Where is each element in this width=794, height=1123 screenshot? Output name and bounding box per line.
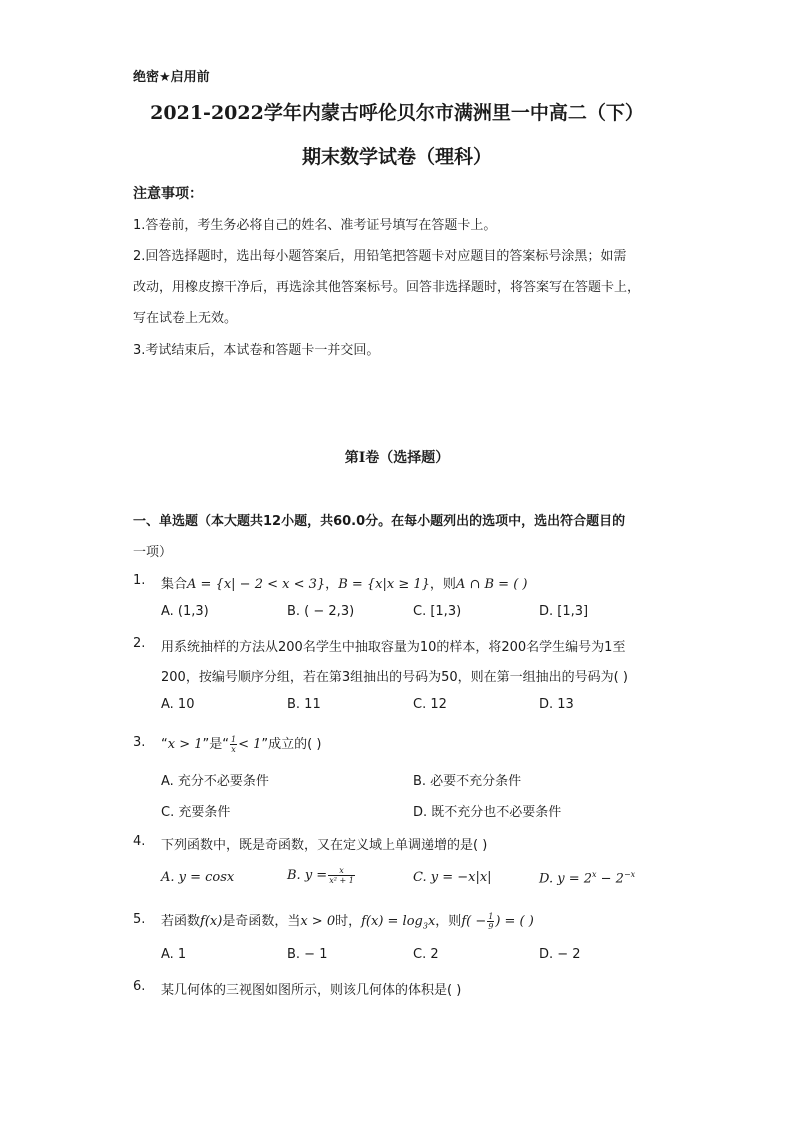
question-1-option-a: A. (1,3) (161, 604, 209, 619)
question-5-option-d: D. − 2 (539, 947, 581, 962)
question-3-option-d: D. 既不充分也不必要条件 (413, 805, 562, 820)
question-3-option-b: B. 必要不充分条件 (413, 774, 522, 789)
question-1-option-b: B. ( − 2,3) (287, 604, 355, 619)
question-4-option-b: B. y = $\frac{x}{\text{x² + 1}}$ (287, 866, 354, 885)
question-1-option-d: D. [1,3] (539, 604, 589, 619)
question-number: 5. (133, 912, 146, 927)
question-4-text: 下列函数中，既是奇函数，又在定义域上单调递增的是( ) (161, 838, 488, 853)
question-6-text: 某几何体的三视图如图所示，则该几何体的体积是( ) (161, 983, 462, 998)
note-line: 3.考试结束后，本试卷和答题卡一并交回。 (133, 343, 380, 358)
question-2-text-line1: 用系统抽样的方法从200名学生中抽取容量为10的样本，将200名学生编号为1至 (161, 640, 626, 655)
question-number: 4. (133, 834, 146, 849)
question-1-text: 集合A = {x| − 2 < x < 3}，B = {x|x ≥ 1}，则A ∩ B = ( ) (161, 577, 528, 592)
question-5-option-b: B. − 1 (287, 947, 328, 962)
notes-heading: 注意事项： (133, 186, 203, 202)
question-3-text: “x > 1”是“ $\frac{1}{x}$ < 1”成立的( ) (161, 735, 322, 754)
note-line: 写在试卷上无效。 (133, 311, 238, 326)
question-5-option-c: C. 2 (413, 947, 439, 962)
question-3-option-a: A. 充分不必要条件 (161, 774, 269, 789)
question-1-option-c: C. [1,3) (413, 604, 462, 619)
question-4-option-a: A. y = cosx (161, 870, 235, 885)
section-title: 第I卷（选择题） (344, 450, 450, 466)
exam-title-line2: 期末数学试卷（理科） (301, 146, 492, 168)
question-2-text-line2: 200，按编号顺序分组，若在第3组抽出的号码为50，则在第一组抽出的号码为( ) (161, 670, 628, 685)
question-number: 6. (133, 979, 146, 994)
question-2-option-c: C. 12 (413, 697, 447, 712)
question-number: 2. (133, 636, 146, 651)
part-instructions-line2: 一项） (133, 545, 173, 560)
note-line: 改动，用橡皮擦干净后，再选涂其他答案标号。回答非选择题时，将答案写在答题卡上， (133, 280, 641, 295)
question-4-option-c: C. y = −x|x| (413, 870, 492, 885)
question-2-option-d: D. 13 (539, 697, 574, 712)
confidential-mark: 绝密★启用前 (133, 70, 210, 85)
question-number: 3. (133, 735, 146, 750)
question-5-text: 若函数f(x)是奇函数，当x > 0时，$f(x) = \log_3x$，则f( − $\frac{1}{9}$ ) = ( ) (161, 912, 534, 931)
note-line: 2.回答选择题时，选出每小题答案后，用铅笔把答题卡对应题目的答案标号涂黑；如需 (133, 249, 627, 264)
question-2-option-a: A. 10 (161, 697, 195, 712)
note-line: 1.答卷前，考生务必将自己的姓名、准考证号填写在答题卡上。 (133, 218, 497, 233)
question-2-option-b: B. 11 (287, 697, 321, 712)
exam-title-line1: 2021-2022学年内蒙古呼伦贝尔市满洲里一中高二（下） (150, 102, 644, 124)
question-4-option-d: D. $y = 2^x - 2^{-x}$ (539, 870, 636, 887)
part-instructions-line1: 一、单选题（本大题共12小题，共60.0分。在每小题列出的选项中，选出符合题目的 (133, 514, 626, 529)
question-5-option-a: A. 1 (161, 947, 187, 962)
question-number: 1. (133, 573, 146, 588)
question-3-option-c: C. 充要条件 (161, 805, 231, 820)
